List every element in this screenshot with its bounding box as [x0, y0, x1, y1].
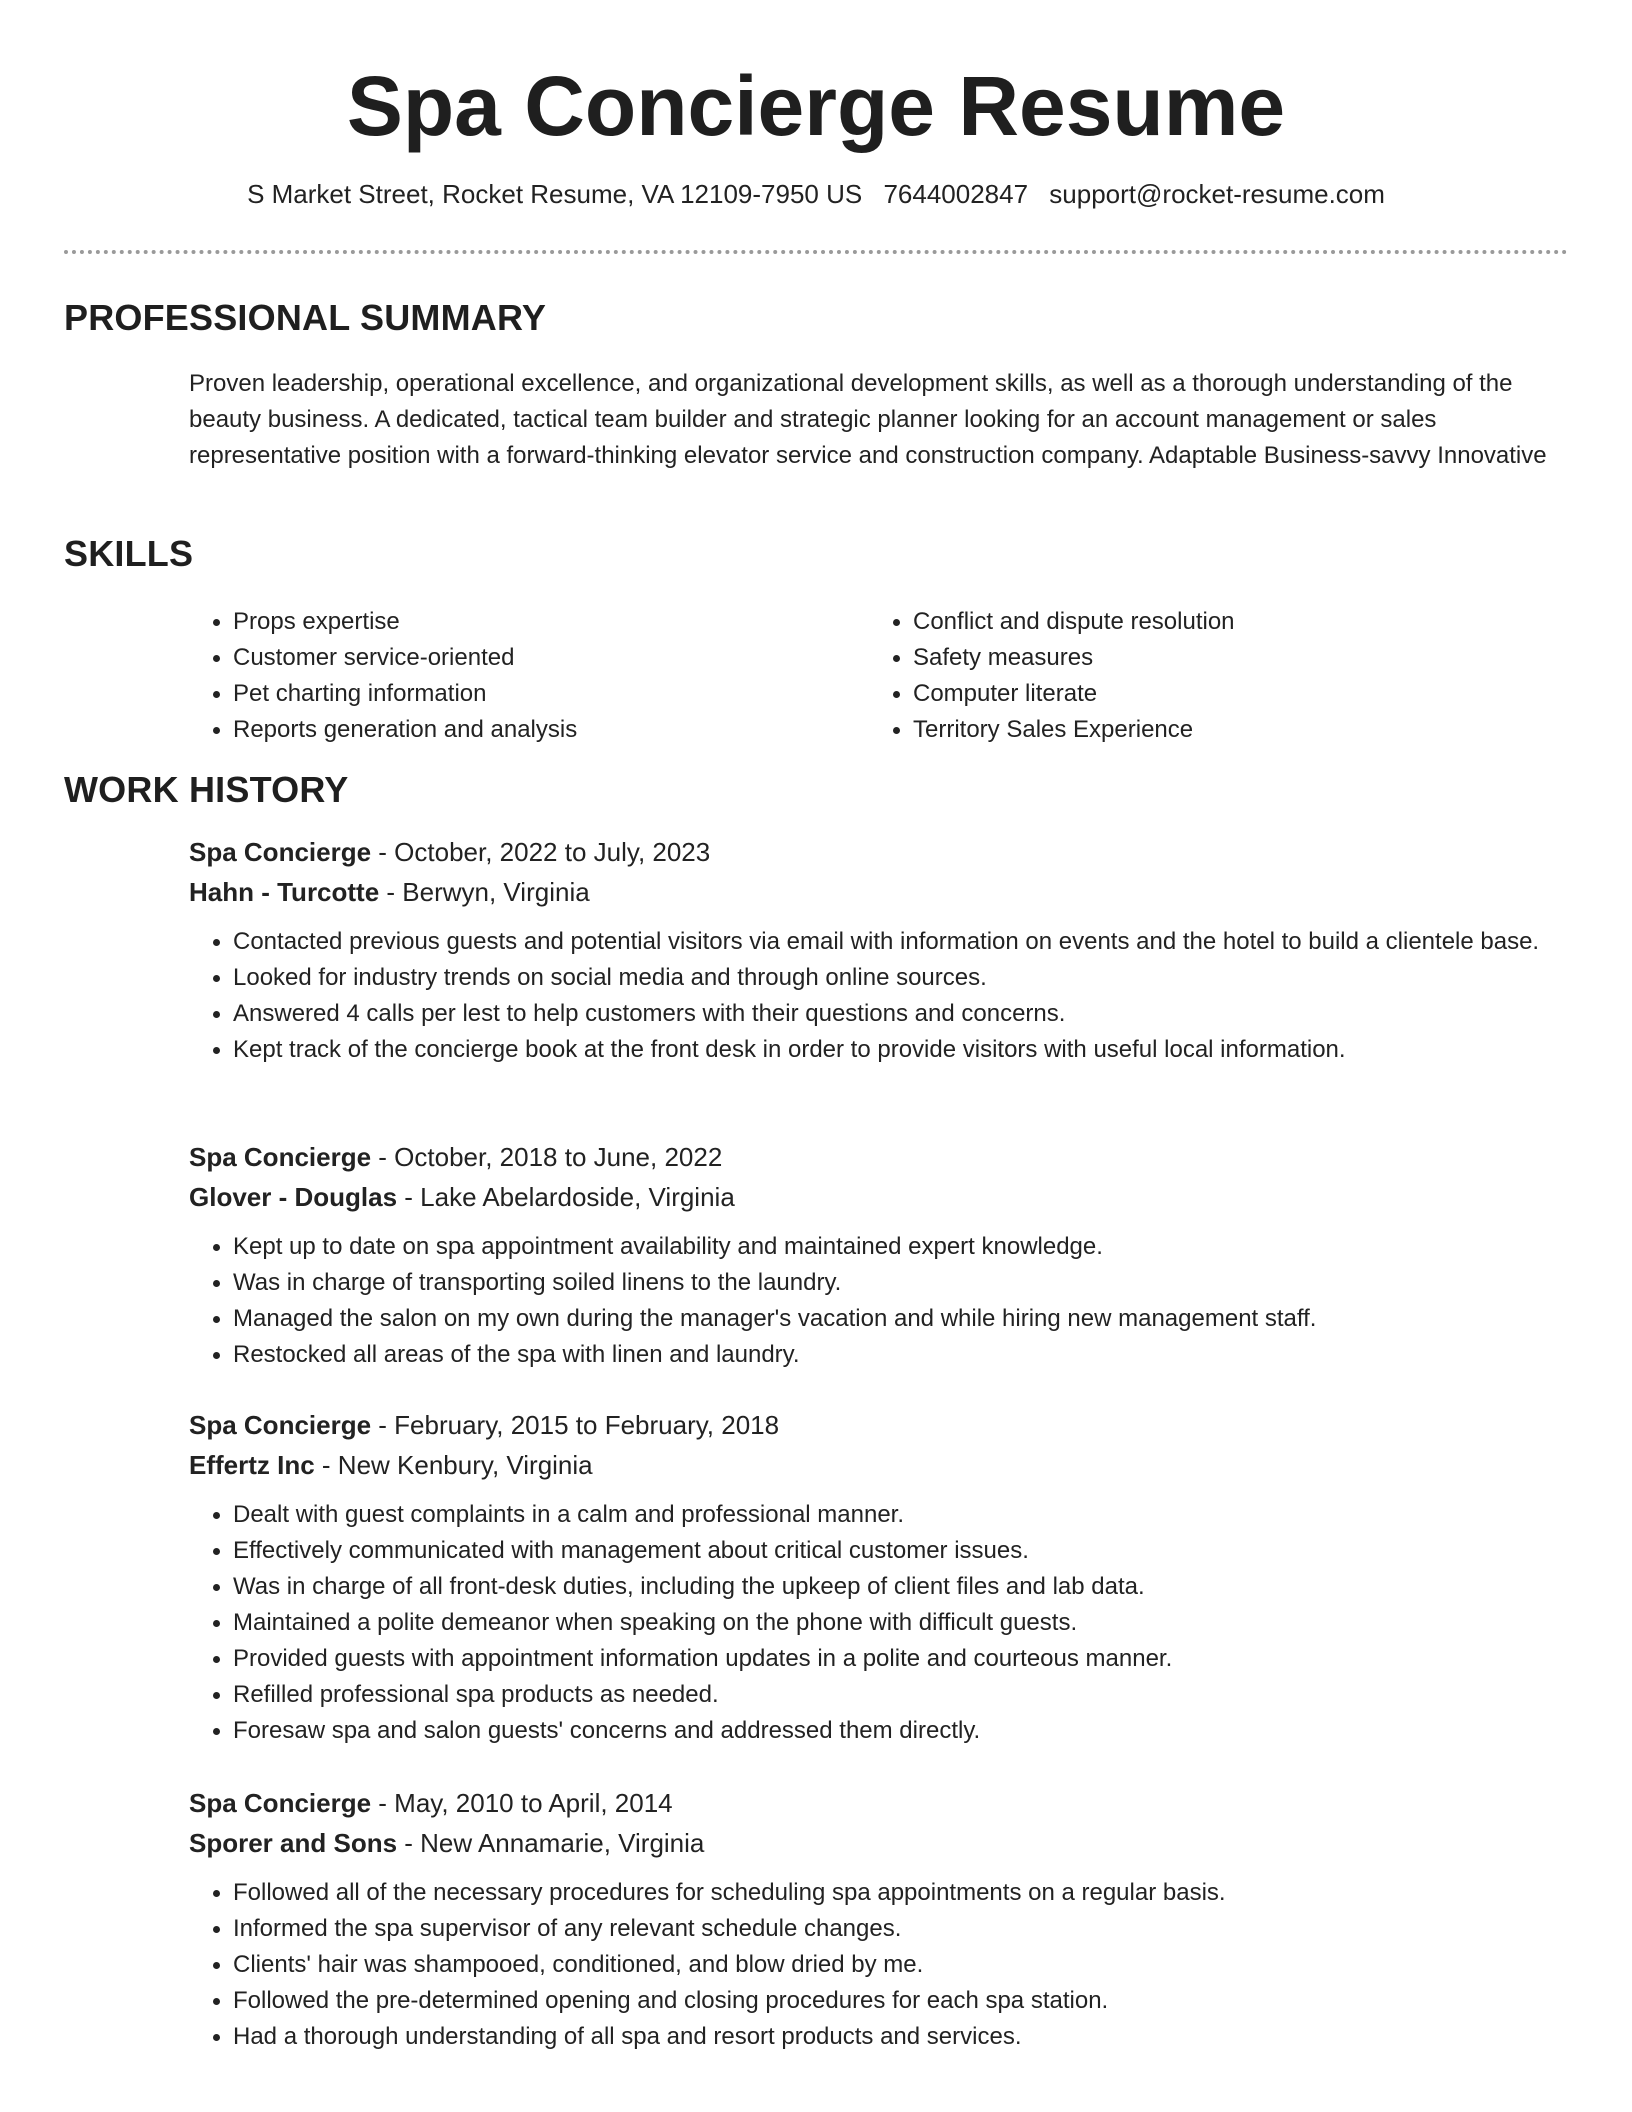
skill-item: • Conflict and dispute resolution [913, 604, 1509, 640]
job-company: Sporer and Sons [189, 1828, 398, 1858]
contact-address: S Market Street, Rocket Resume, VA 12109-7950 US [247, 179, 863, 209]
job-bullet: • Maintained a polite demeanor when speaking on the phone with difficult guests. [233, 1605, 1568, 1641]
skills-column-left [189, 604, 829, 748]
job-bullets [189, 1229, 1568, 1373]
job-company-line [189, 1177, 1568, 1217]
job-bullet: • Had a thorough understanding of all spa and resort products and services. [233, 2019, 1568, 2055]
job-bullet: • Provided guests with appointment information updates in a polite and courteous manner. [233, 1641, 1568, 1677]
skill-item: • Safety measures [913, 640, 1509, 676]
job-bullet: • Dealt with guest complaints in a calm and professional manner. [233, 1497, 1568, 1533]
summary-text: Proven leadership, operational excellence, and organizational development skills, as well as a thorough understanding of the beauty business. A dedicated, tactical team builder and strategic planner looking for an account management or sales representative position with a forward-thinking elevator service and construction company. Adaptable Business-savvy Innovative [189, 370, 1547, 469]
skill-item: • Customer service-oriented [233, 640, 829, 676]
job-entry [189, 1783, 1568, 2055]
job-title: Spa Concierge [189, 1410, 372, 1440]
job-title: Spa Concierge [189, 1142, 372, 1172]
job-title-line [189, 1137, 1568, 1177]
job-title-line [189, 1405, 1568, 1445]
job-title-line [189, 832, 1568, 872]
job-bullets [189, 1497, 1568, 1749]
skill-item: • Props expertise [233, 604, 829, 640]
job-title: Spa Concierge [189, 1788, 372, 1818]
job-company-line [189, 1445, 1568, 1485]
skill-item: • Computer literate [913, 676, 1509, 712]
skills-column-right [869, 604, 1509, 748]
job-location: - New Kenbury, Virginia [314, 1450, 593, 1480]
skill-item: • Pet charting information [233, 676, 829, 712]
job-bullet: • Foresaw spa and salon guests' concerns and addressed them directly. [233, 1713, 1568, 1749]
job-company-line [189, 872, 1568, 912]
job-company: Effertz Inc [189, 1450, 315, 1480]
job-bullet: • Looked for industry trends on social media and through online sources. [233, 960, 1568, 996]
contact-phone: 7644002847 [883, 179, 1029, 209]
job-bullet: • Kept track of the concierge book at the front desk in order to provide visitors with useful local information. [233, 1032, 1568, 1068]
job-company: Hahn - Turcotte [189, 877, 380, 907]
contact-email: support@rocket-resume.com [1049, 179, 1385, 209]
work-history-heading: WORK HISTORY [64, 769, 349, 810]
job-bullet: • Restocked all areas of the spa with linen and laundry. [233, 1337, 1568, 1373]
job-bullet: • Followed all of the necessary procedures for scheduling spa appointments on a regular basis. [233, 1875, 1568, 1911]
resume-title: Spa Concierge Resume [346, 59, 1286, 153]
skill-item: • Territory Sales Experience [913, 712, 1509, 748]
job-bullet: • Answered 4 calls per lest to help customers with their questions and concerns. [233, 996, 1568, 1032]
job-company: Glover - Douglas [189, 1182, 398, 1212]
job-title-line [189, 1783, 1568, 1823]
job-location: - Lake Abelardoside, Virginia [397, 1182, 735, 1212]
job-dates: - May, 2010 to April, 2014 [371, 1788, 673, 1818]
job-dates: - February, 2015 to February, 2018 [371, 1410, 780, 1440]
job-bullet: • Was in charge of all front-desk duties, including the upkeep of client files and lab data. [233, 1569, 1568, 1605]
job-bullet: • Contacted previous guests and potential visitors via email with information on events and the hotel to build a clientele base. [233, 924, 1568, 960]
job-bullets [189, 1875, 1568, 2055]
job-entry [189, 1137, 1568, 1373]
job-bullet: • Managed the salon on my own during the manager's vacation and while hiring new management staff. [233, 1301, 1568, 1337]
skills-heading: SKILLS [64, 533, 194, 574]
job-bullet: • Followed the pre-determined opening and closing procedures for each spa station. [233, 1983, 1568, 2019]
job-bullet: • Effectively communicated with management about critical customer issues. [233, 1533, 1568, 1569]
summary-heading: PROFESSIONAL SUMMARY [64, 297, 547, 338]
job-company-line [189, 1823, 1568, 1863]
job-bullet: • Was in charge of transporting soiled linens to the laundry. [233, 1265, 1568, 1301]
job-dates: - October, 2022 to July, 2023 [371, 837, 711, 867]
job-bullet: • Refilled professional spa products as needed. [233, 1677, 1568, 1713]
header-divider [64, 250, 1568, 254]
job-bullet: • Informed the spa supervisor of any relevant schedule changes. [233, 1911, 1568, 1947]
job-bullets [189, 924, 1568, 1068]
job-entry [189, 832, 1568, 1068]
job-bullet: • Clients' hair was shampooed, conditioned, and blow dried by me. [233, 1947, 1568, 1983]
job-bullet: • Kept up to date on spa appointment availability and maintained expert knowledge. [233, 1229, 1568, 1265]
job-location: - Berwyn, Virginia [379, 877, 590, 907]
job-entry [189, 1405, 1568, 1749]
skill-item: • Reports generation and analysis [233, 712, 829, 748]
job-title: Spa Concierge [189, 837, 372, 867]
job-location: - New Annamarie, Virginia [397, 1828, 705, 1858]
job-dates: - October, 2018 to June, 2022 [371, 1142, 723, 1172]
contact-line [0, 176, 1632, 212]
